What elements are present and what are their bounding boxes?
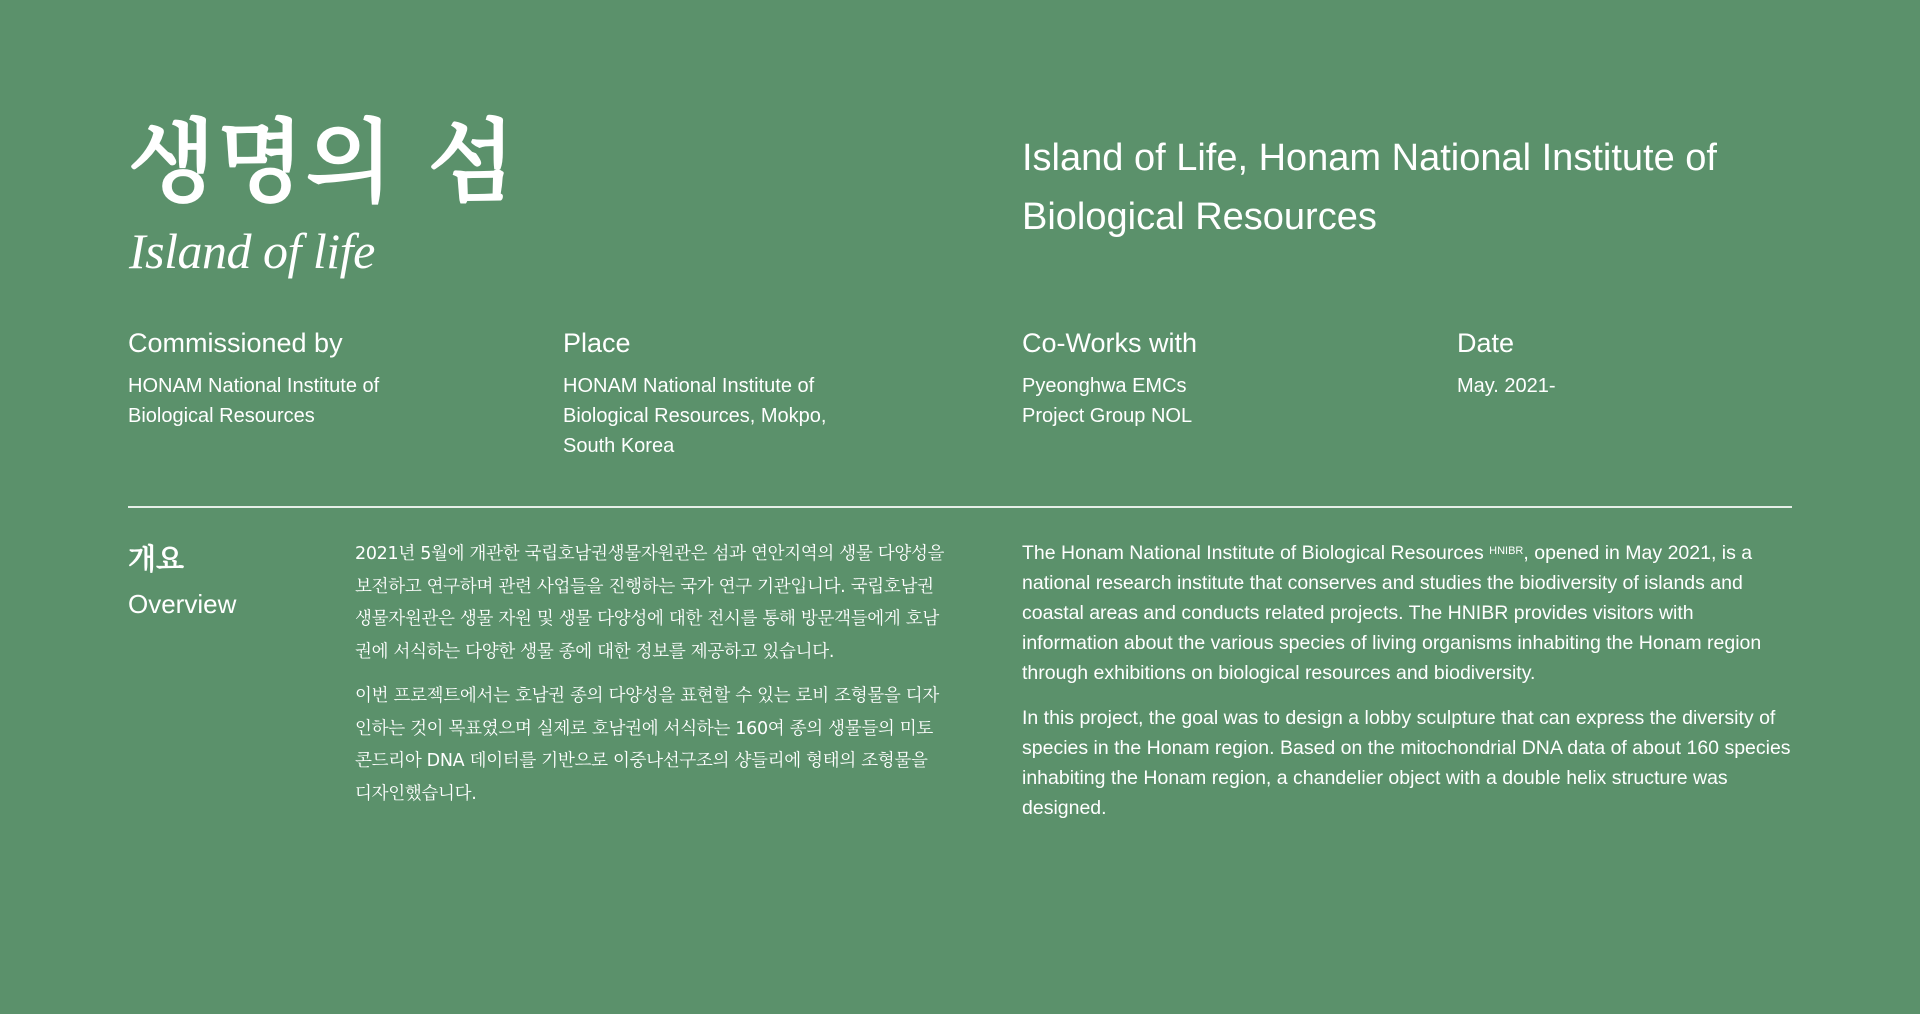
place-block: [563, 326, 943, 461]
overview-korean-text: [355, 538, 945, 822]
hnibr-superscript: HNIBR: [1489, 545, 1524, 557]
commissioned-by-label: Commissioned by: [128, 328, 343, 358]
co-works-value: Pyeonghwa EMCs Project Group NOL: [1022, 375, 1193, 427]
place-value: HONAM National Institute of Biological Resources, Mokpo, South Korea: [563, 375, 827, 457]
overview-korean-paragraph-1: 2021년 5월에 개관한 국립호남권생물자원관은 섬과 연안지역의 생물 다양성을 보전하고 연구하며 관련 사업들을 진행하는 국가 연구 기관입니다. 국립호남권생물자원관은 생물 자원 및 생물 다양성에 대한 전시를 통해 방문객들에게 호남권에 서식하는 다양한 생물 종에 대한 정보를 제공하고 있습니다.: [355, 544, 945, 662]
co-works-label: Co-Works with: [1022, 328, 1198, 358]
date-label: Date: [1457, 328, 1515, 358]
overview-english-paragraph-2: In this project, the goal was to design a lobby sculpture that can express the diversity of species in the Honam region. Based on the mitochondrial DNA data of about 160 species inhabiting the Honam region, a chandelier object with a double helix structure was designed.: [1022, 707, 1791, 819]
overview-english-p1-end: , opened in May 2021, is a national research institute that conserves and studies the biodiversity of islands and coastal areas and conducts related projects. The HNIBR provides visitors with information about the various species of living organisms inhabiting the Honam region through exhibitions on biological resources and biodiversity.: [1022, 542, 1762, 684]
project-full-title: Island of Life, Honam National Institute of Biological Resources: [1022, 137, 1717, 238]
date-value: May. 2021-: [1457, 375, 1556, 397]
date-block: [1457, 326, 1837, 401]
page-title-english: Island of life: [129, 223, 375, 279]
commissioned-by-block: [128, 326, 508, 431]
overview-english-p1-start: The Honam National Institute of Biological Resources: [1022, 542, 1490, 564]
overview-english-text: [1022, 538, 1792, 838]
page-title-korean: 생명의 섬: [128, 110, 518, 215]
commissioned-by-value: HONAM National Institute of Biological Resources: [128, 375, 380, 427]
co-works-block: [1022, 326, 1402, 431]
place-label: Place: [563, 328, 631, 358]
overview-heading-english: Overview: [128, 589, 237, 619]
overview-korean-paragraph-2: 이번 프로젝트에서는 호남권 종의 다양성을 표현할 수 있는 로비 조형물을 디자인하는 것이 목표였으며 실제로 호남권에 서식하는 160여 종의 생물들의 미토콘드리아 DNA 데이터를 기반으로 이중나선구조의 샹들리에 형태의 조형물을 디자인했습니다.: [355, 686, 939, 804]
section-divider: [128, 506, 1792, 508]
overview-heading-korean: 개요: [128, 542, 185, 576]
overview-english-paragraph-1: [1022, 538, 1792, 688]
